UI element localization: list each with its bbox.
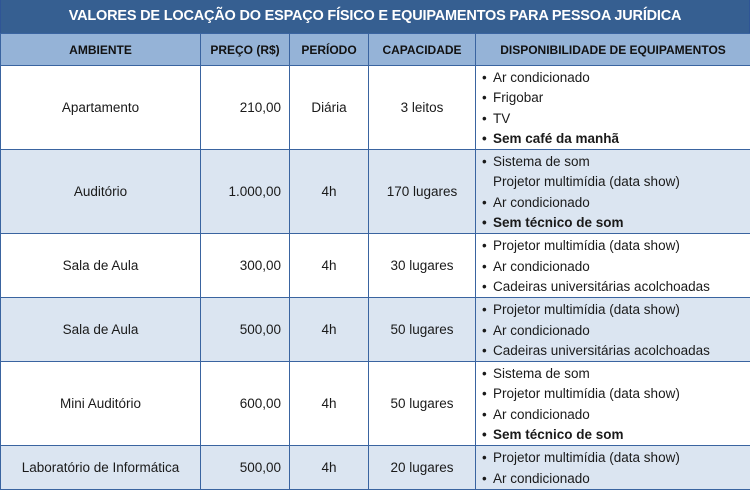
- equipment-list-item: [482, 88, 750, 108]
- equipment-list-item: [482, 405, 750, 425]
- equipment-list-item: [482, 448, 750, 468]
- equipment-list-item: [482, 341, 750, 361]
- bullet-icon: •: [482, 68, 493, 88]
- equipment-label: Frigobar: [493, 90, 543, 105]
- cell-preco: 500,00: [201, 446, 290, 490]
- bullet-icon: •: [482, 469, 493, 489]
- cell-capacidade: 20 lugares: [369, 446, 476, 490]
- bullet-icon: •: [482, 405, 493, 425]
- cell-periodo: 4h: [290, 298, 369, 362]
- equipment-label: Projetor multimídia (data show): [493, 238, 680, 253]
- bullet-icon: •: [482, 384, 493, 404]
- bullet-icon: •: [482, 152, 493, 172]
- equipment-label: Cadeiras universitárias acolchoadas: [493, 343, 710, 358]
- equipment-label: Sistema de som: [493, 154, 590, 169]
- table-title: VALORES DE LOCAÇÃO DO ESPAÇO FÍSICO E EQUIPAMENTOS PARA PESSOA JURÍDICA: [0, 0, 750, 33]
- table-body: [1, 66, 750, 490]
- equipment-label: Projetor multimídia (data show): [493, 450, 680, 465]
- cell-equipamentos: [476, 362, 750, 446]
- cell-capacidade: 170 lugares: [369, 150, 476, 234]
- cell-equipamentos: [476, 446, 750, 490]
- cell-equipamentos: [476, 150, 750, 234]
- equipment-list-item: [482, 68, 750, 88]
- equipment-list-item: [482, 469, 750, 489]
- cell-ambiente: Sala de Aula: [1, 298, 201, 362]
- bullet-icon: •: [482, 364, 493, 384]
- cell-periodo: 4h: [290, 446, 369, 490]
- equipment-list-item: [482, 425, 750, 445]
- cell-periodo: 4h: [290, 362, 369, 446]
- equipment-label: Ar condicionado: [493, 323, 590, 338]
- equipment-label: Ar condicionado: [493, 471, 590, 486]
- equipment-label: Ar condicionado: [493, 407, 590, 422]
- bullet-icon: •: [482, 277, 493, 297]
- cell-capacidade: 30 lugares: [369, 234, 476, 298]
- equipment-label: Projetor multimídia (data show): [493, 302, 680, 317]
- equipment-list-item: [482, 364, 750, 384]
- equipment-list-item: [482, 321, 750, 341]
- equipment-label: Cadeiras universitárias acolchoadas: [493, 279, 710, 294]
- column-header-equipamentos: DISPONIBILIDADE DE EQUIPAMENTOS: [476, 34, 750, 66]
- equipment-list-item: [482, 300, 750, 320]
- cell-ambiente: Mini Auditório: [1, 362, 201, 446]
- equipment-list-item: [482, 213, 750, 233]
- bullet-icon: •: [482, 236, 493, 256]
- equipment-list-item: [482, 193, 750, 213]
- bullet-icon: •: [482, 213, 493, 233]
- table-row: [1, 150, 750, 234]
- table-row: [1, 66, 750, 150]
- bullet-icon: •: [482, 425, 493, 445]
- equipment-label: Sistema de som: [493, 366, 590, 381]
- bullet-icon: •: [482, 109, 493, 129]
- cell-periodo: 4h: [290, 234, 369, 298]
- cell-ambiente: Sala de Aula: [1, 234, 201, 298]
- bullet-icon: •: [482, 321, 493, 341]
- table-row: [1, 446, 750, 490]
- table-row: [1, 234, 750, 298]
- equipment-list-item: [482, 236, 750, 256]
- column-header-capacidade: CAPACIDADE: [369, 34, 476, 66]
- equipment-list-item: [482, 277, 750, 297]
- cell-ambiente: Apartamento: [1, 66, 201, 150]
- table-row: [1, 298, 750, 362]
- table-row: [1, 362, 750, 446]
- cell-preco: 600,00: [201, 362, 290, 446]
- column-header-preco: PREÇO (R$): [201, 34, 290, 66]
- cell-equipamentos: [476, 66, 750, 150]
- equipment-label: TV: [493, 111, 510, 126]
- cell-preco: 500,00: [201, 298, 290, 362]
- column-header-ambiente: AMBIENTE: [1, 34, 201, 66]
- cell-equipamentos: [476, 298, 750, 362]
- cell-capacidade: 3 leitos: [369, 66, 476, 150]
- cell-equipamentos: [476, 234, 750, 298]
- cell-periodo: 4h: [290, 150, 369, 234]
- equipment-label: Sem técnico de som: [493, 215, 624, 230]
- cell-ambiente: Laboratório de Informática: [1, 446, 201, 490]
- equipment-label: Projetor multimídia (data show): [493, 386, 680, 401]
- header-row: [1, 34, 750, 66]
- bullet-icon: •: [482, 257, 493, 277]
- equipment-label: Ar condicionado: [493, 195, 590, 210]
- equipment-list-item: [482, 152, 750, 172]
- equipment-label: Ar condicionado: [493, 259, 590, 274]
- equipment-label: Ar condicionado: [493, 70, 590, 85]
- equipment-list-item: [482, 257, 750, 277]
- equipment-list-item: [482, 172, 750, 192]
- equipment-list-item: [482, 384, 750, 404]
- cell-capacidade: 50 lugares: [369, 362, 476, 446]
- cell-ambiente: Auditório: [1, 150, 201, 234]
- bullet-icon: •: [482, 341, 493, 361]
- cell-capacidade: 50 lugares: [369, 298, 476, 362]
- equipment-label: Sem café da manhã: [493, 131, 619, 146]
- bullet-icon: •: [482, 129, 493, 149]
- cell-periodo: Diária: [290, 66, 369, 150]
- cell-preco: 210,00: [201, 66, 290, 150]
- equipment-list-item: [482, 129, 750, 149]
- bullet-icon: •: [482, 448, 493, 468]
- cell-preco: 1.000,00: [201, 150, 290, 234]
- equipment-list-item: [482, 109, 750, 129]
- pricing-table: [0, 33, 750, 490]
- equipment-label: Projetor multimídia (data show): [493, 174, 680, 189]
- cell-preco: 300,00: [201, 234, 290, 298]
- bullet-icon: •: [482, 88, 493, 108]
- equipment-label: Sem técnico de som: [493, 427, 624, 442]
- bullet-icon: •: [482, 300, 493, 320]
- bullet-icon: •: [482, 193, 493, 213]
- column-header-periodo: PERÍODO: [290, 34, 369, 66]
